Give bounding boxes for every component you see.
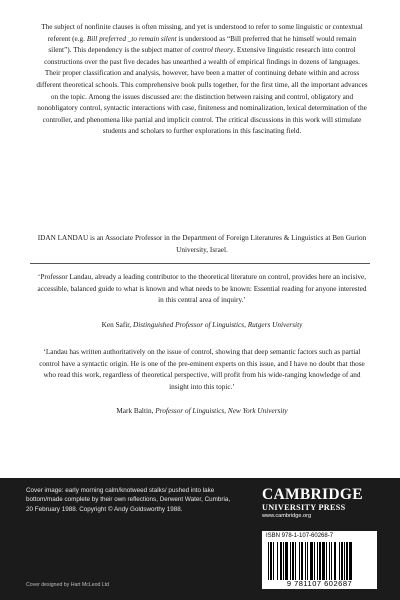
barcode-bar [349, 542, 352, 580]
author-bio: IDAN LANDAU is an Associate Professor in the Department of Foreign Literatures & Linguistics at Ben Gurion University, Israel. [37, 234, 367, 254]
review-quote-1: ‘Professor Landau, already a leading contributor to the theoretical literature on control, provides here an incisive, accessible, balanced guide to what is known and what needs to be known: Essential reading for anyone interested in this central area of inquiry.’ [37, 273, 367, 305]
barcode-bar [301, 542, 303, 580]
barcode-bar [277, 542, 278, 580]
barcode-bar [344, 542, 345, 580]
description-text-1: The subject of nonfinite clauses is often missing, and yet is understood to refer to some linguistic or contextual referent (e.g. [41, 23, 363, 43]
barcode-bar [270, 542, 272, 580]
barcode-bar [268, 542, 269, 580]
reviewer-title: Distinguished Professor of Linguistics, Rutgers University [133, 321, 303, 329]
barcode-bar [295, 542, 296, 580]
barcode-bar [329, 542, 330, 580]
example-sentence: Bill preferred _to remain silent [86, 34, 177, 43]
barcode-bar [322, 542, 325, 580]
barcode-bar [273, 542, 274, 580]
description-text-2: is understood as “Bill preferred that he himself would remain silent”). This dependency is the subject matter of [48, 34, 357, 55]
barcode-bar [280, 542, 282, 580]
key-term: control theory [192, 46, 234, 55]
cover-image-credit: Cover image: early morning calm/knotweed stalks/ pushed into lake bottom/made complete by their own reflections, Derwent Water, Cumbria, 20 February 1988. Copyright © Andy Goldsworthy 1988. [26, 487, 231, 513]
barcode-bar [331, 542, 332, 580]
barcode-icon [268, 542, 371, 580]
barcode-bar [283, 542, 284, 580]
book-description [36, 22, 368, 138]
barcode-bar [341, 542, 343, 580]
barcode-bar [299, 542, 300, 580]
publisher-url: www.cambridge.org [262, 513, 312, 519]
barcode-bar [307, 542, 308, 580]
barcode-bar [317, 542, 318, 580]
barcode-bar [305, 542, 306, 580]
review-quote-2: ‘Landau has written authoritatively on the issue of control, showing that deep semantic factors such as partial control have a syntactic origin. He is one of the pre-eminent experts on this issue, and I have no doubt that those who read this work, regardless of theoretical perspective, will profit from his wide-ranging knowledge of and insight into this topic.’ [39, 348, 365, 391]
barcode-bar [314, 542, 315, 580]
review-attribution-2 [36, 406, 368, 417]
reviewer-name: Ken Safir, [101, 321, 133, 329]
barcode-digits: 9 781107 602687 [286, 579, 353, 588]
barcode-bar [346, 542, 348, 580]
reviewer-name: Mark Baltin, [116, 407, 156, 415]
review-attribution-1 [36, 320, 368, 331]
description-text-3: . Extensive linguistic research into control constructions over the past five decades has unearthed a wealth of empirical findings in dozens of languages. Their proper classification and analysis, however, have been a matter of continuing debate within and across different theoretical schools. This comprehensive book pulls together, for the first time, all the important advances on the topic. Among the issues discussed are: the distinction between raising and control, obligatory and nonobligatory control, syntactic interactions with case, finiteness and nominalization, lexical determination of the controller, and phenomena like partial and implicit control. The critical discussions in this work will stimulate students and scholars to further explorations in this fascinating field. [36, 46, 368, 136]
barcode-bar [285, 542, 288, 580]
isbn-barcode-panel [262, 531, 377, 589]
barcode-bar [290, 542, 291, 580]
section-divider [30, 263, 370, 264]
reviewer-title: Professor of Linguistics, New York University [155, 407, 288, 415]
isbn-label: ISBN 978-1-107-60268-7 [266, 533, 334, 539]
footer-band [0, 478, 400, 600]
publisher-logo [262, 487, 382, 520]
barcode-bar [326, 542, 327, 580]
barcode-bar [310, 542, 313, 580]
publisher-name: CAMBRIDGE [262, 486, 363, 503]
publisher-subtitle: UNIVERSITY PRESS [262, 503, 346, 512]
barcode-bar [292, 542, 294, 580]
barcode-bar [334, 542, 336, 580]
cover-designer-credit: Cover designed by Hart McLeod Ltd [26, 582, 110, 588]
barcode-bar [319, 542, 321, 580]
barcode-bar [339, 542, 340, 580]
